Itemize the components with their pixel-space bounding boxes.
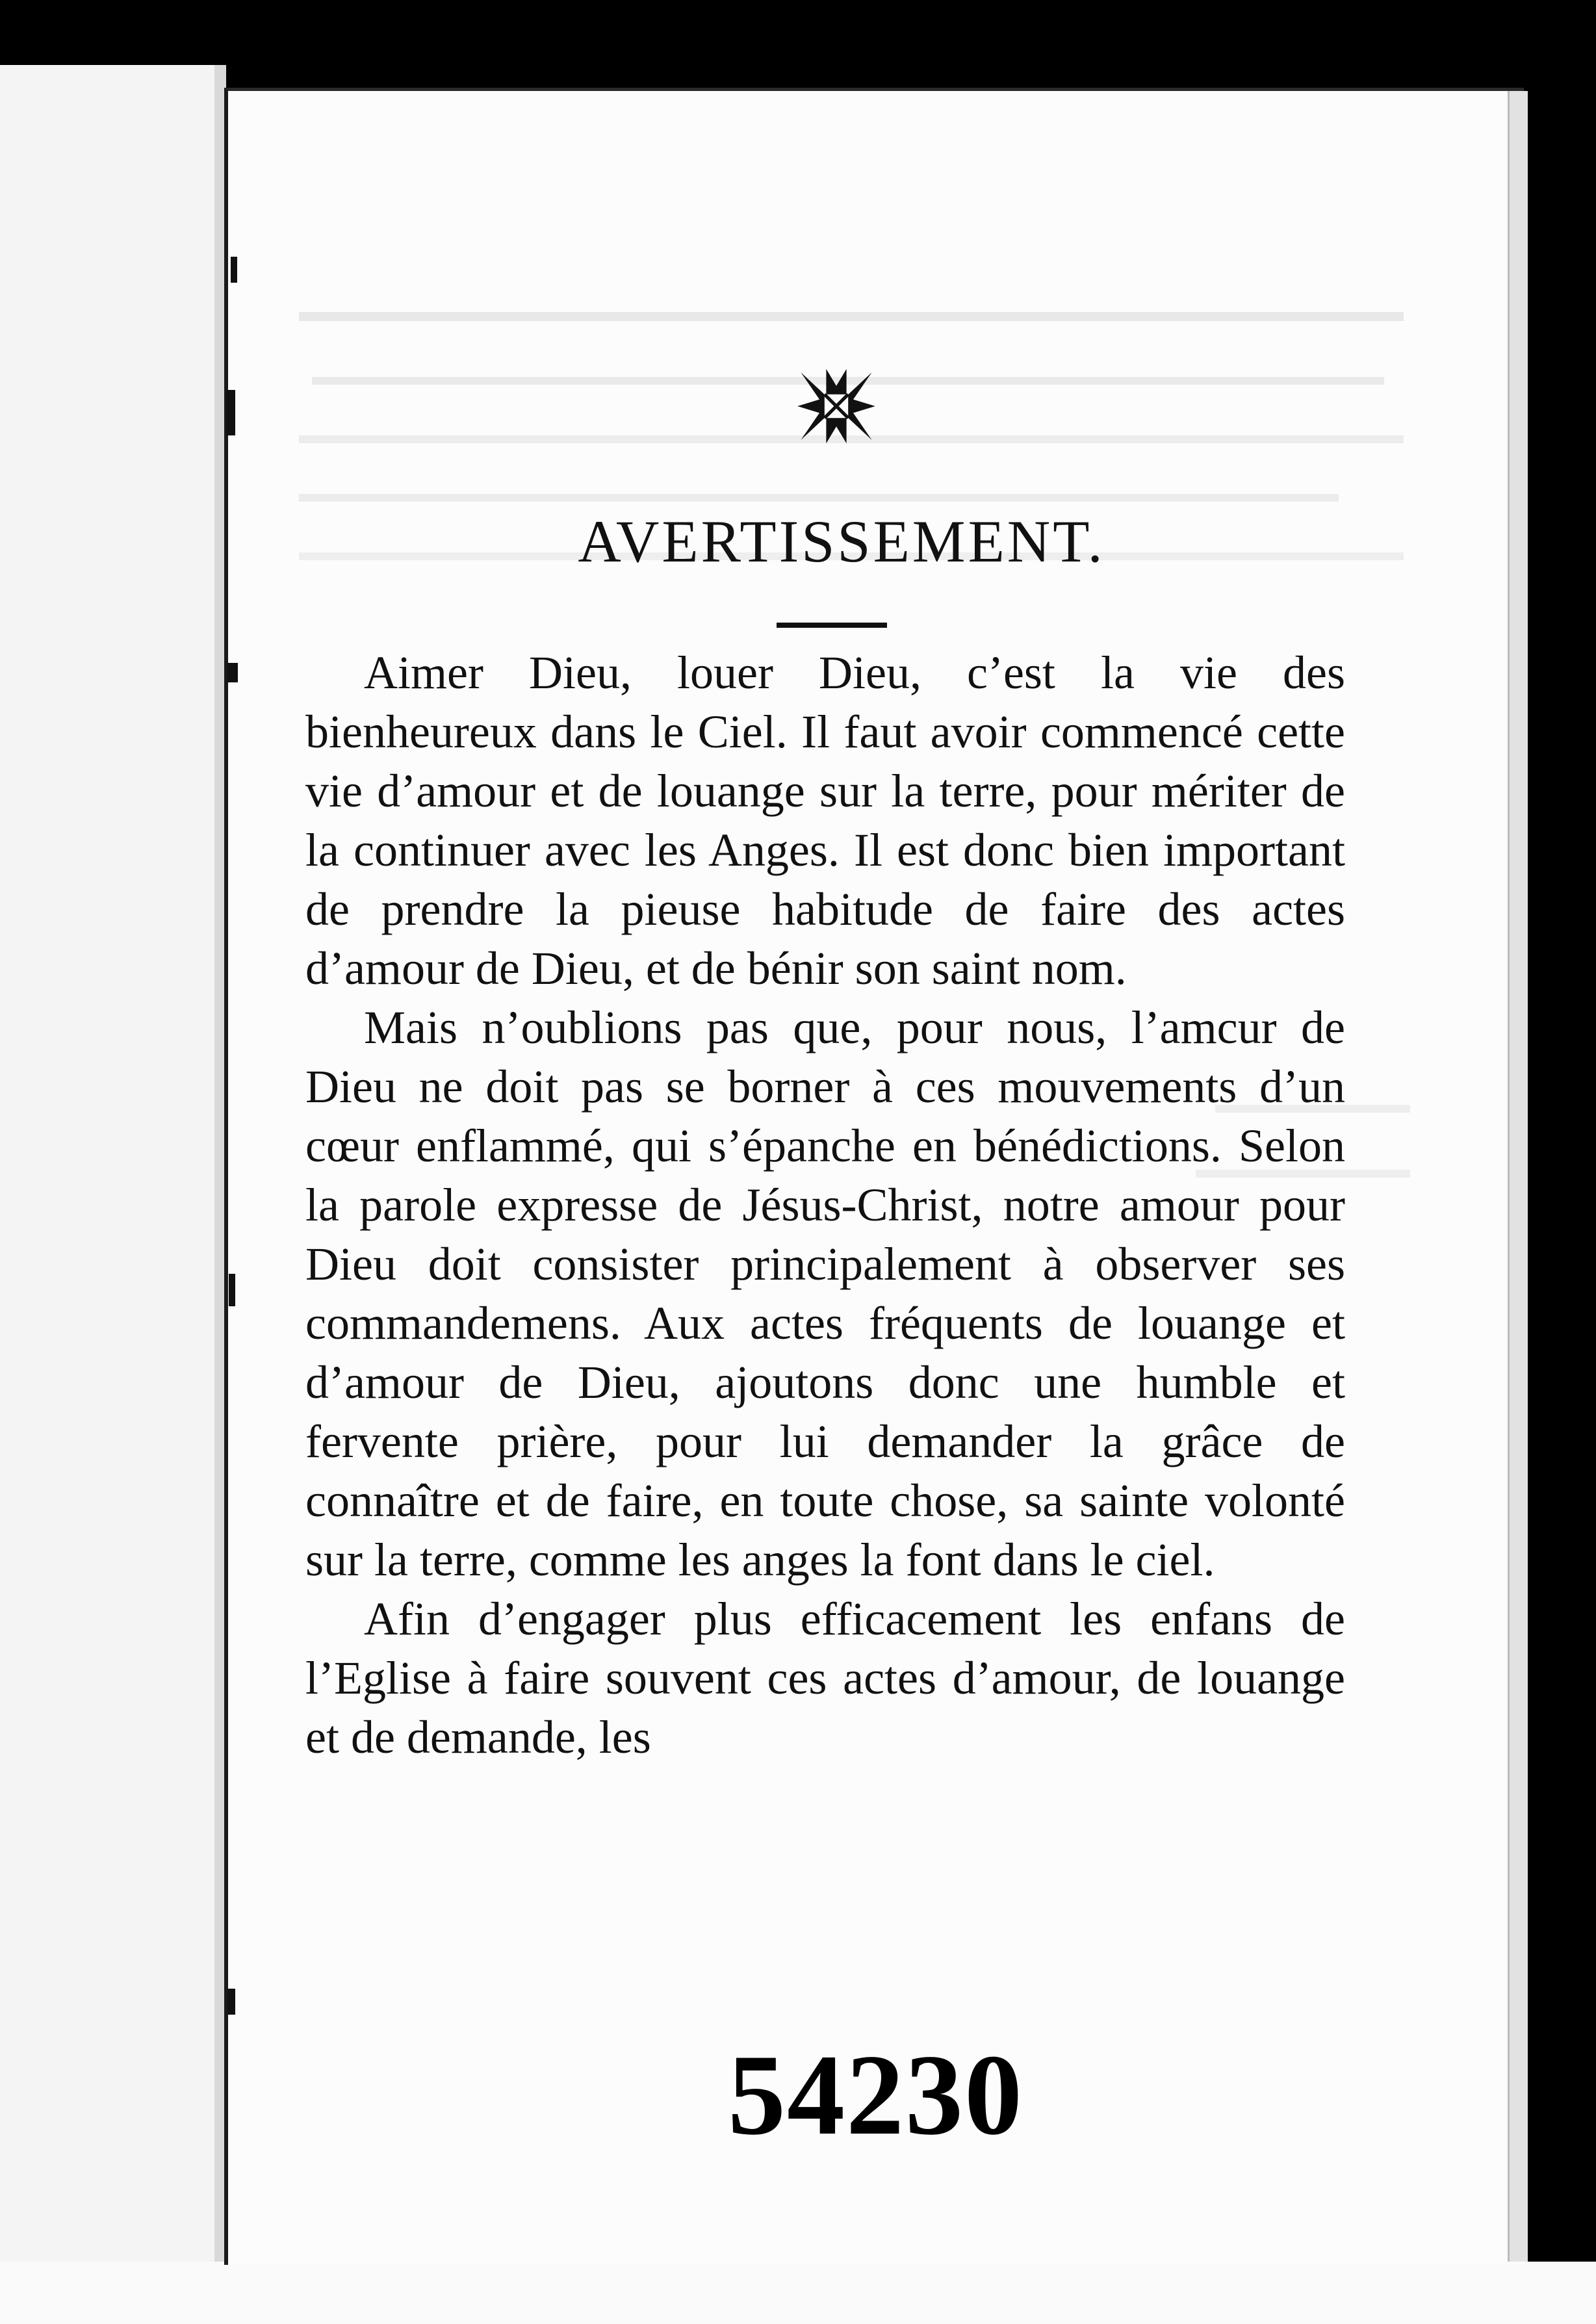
catalog-number: 54230 [728,2030,1023,2159]
paragraph: Mais n’oublions pas que, pour nous, l’amcur de Dieu ne doit pas se borner à ces mouvements d’un cœur enflammé, qui s’épanche en bénédictions. Selon la parole expresse de Jésus-Christ, notre amour pour Dieu doit consister principalement à observer ses commandemens. Aux actes fréquents de louange et d’amour de Dieu, ajoutons donc une humble et fervente prière, pour lui demander la grâce de connaître et de faire, en toute chose, sa sainte volonté sur la terre, comme les anges la font dans le ciel. [305,1001,1345,1586]
scan-speck [226,390,235,435]
scan-speck [227,663,238,682]
cross-pattee-icon [794,364,879,448]
scan-speck [229,1274,235,1306]
title-rule [777,623,887,628]
page-right-edge [1508,91,1528,2262]
scan-speck [231,257,237,283]
paragraph: Afin d’engager plus efficacement les enfans de l’Eglise à faire souvent ces actes d’amour, de louange et de demande, les [305,1593,1345,1763]
scan-right-border [1534,91,1596,2262]
page-title: AVERTISSEMENT. [578,508,1105,575]
scan-top-border [0,0,1596,65]
scan-speck [227,1989,235,2015]
body-text [305,643,1345,1767]
scan-bottom-border [0,2262,1596,2324]
paragraph: Aimer Dieu, louer Dieu, c’est la vie des bienheureux dans le Ciel. Il faut avoir commencé cette vie d’amour et de louange sur la terre, pour mériter de la continuer avec les Anges. Il est donc bien important de prendre la pieuse habitude de faire des actes d’amour de Dieu, et de bénir son saint nom. [305,647,1345,994]
facing-page [0,65,224,2281]
